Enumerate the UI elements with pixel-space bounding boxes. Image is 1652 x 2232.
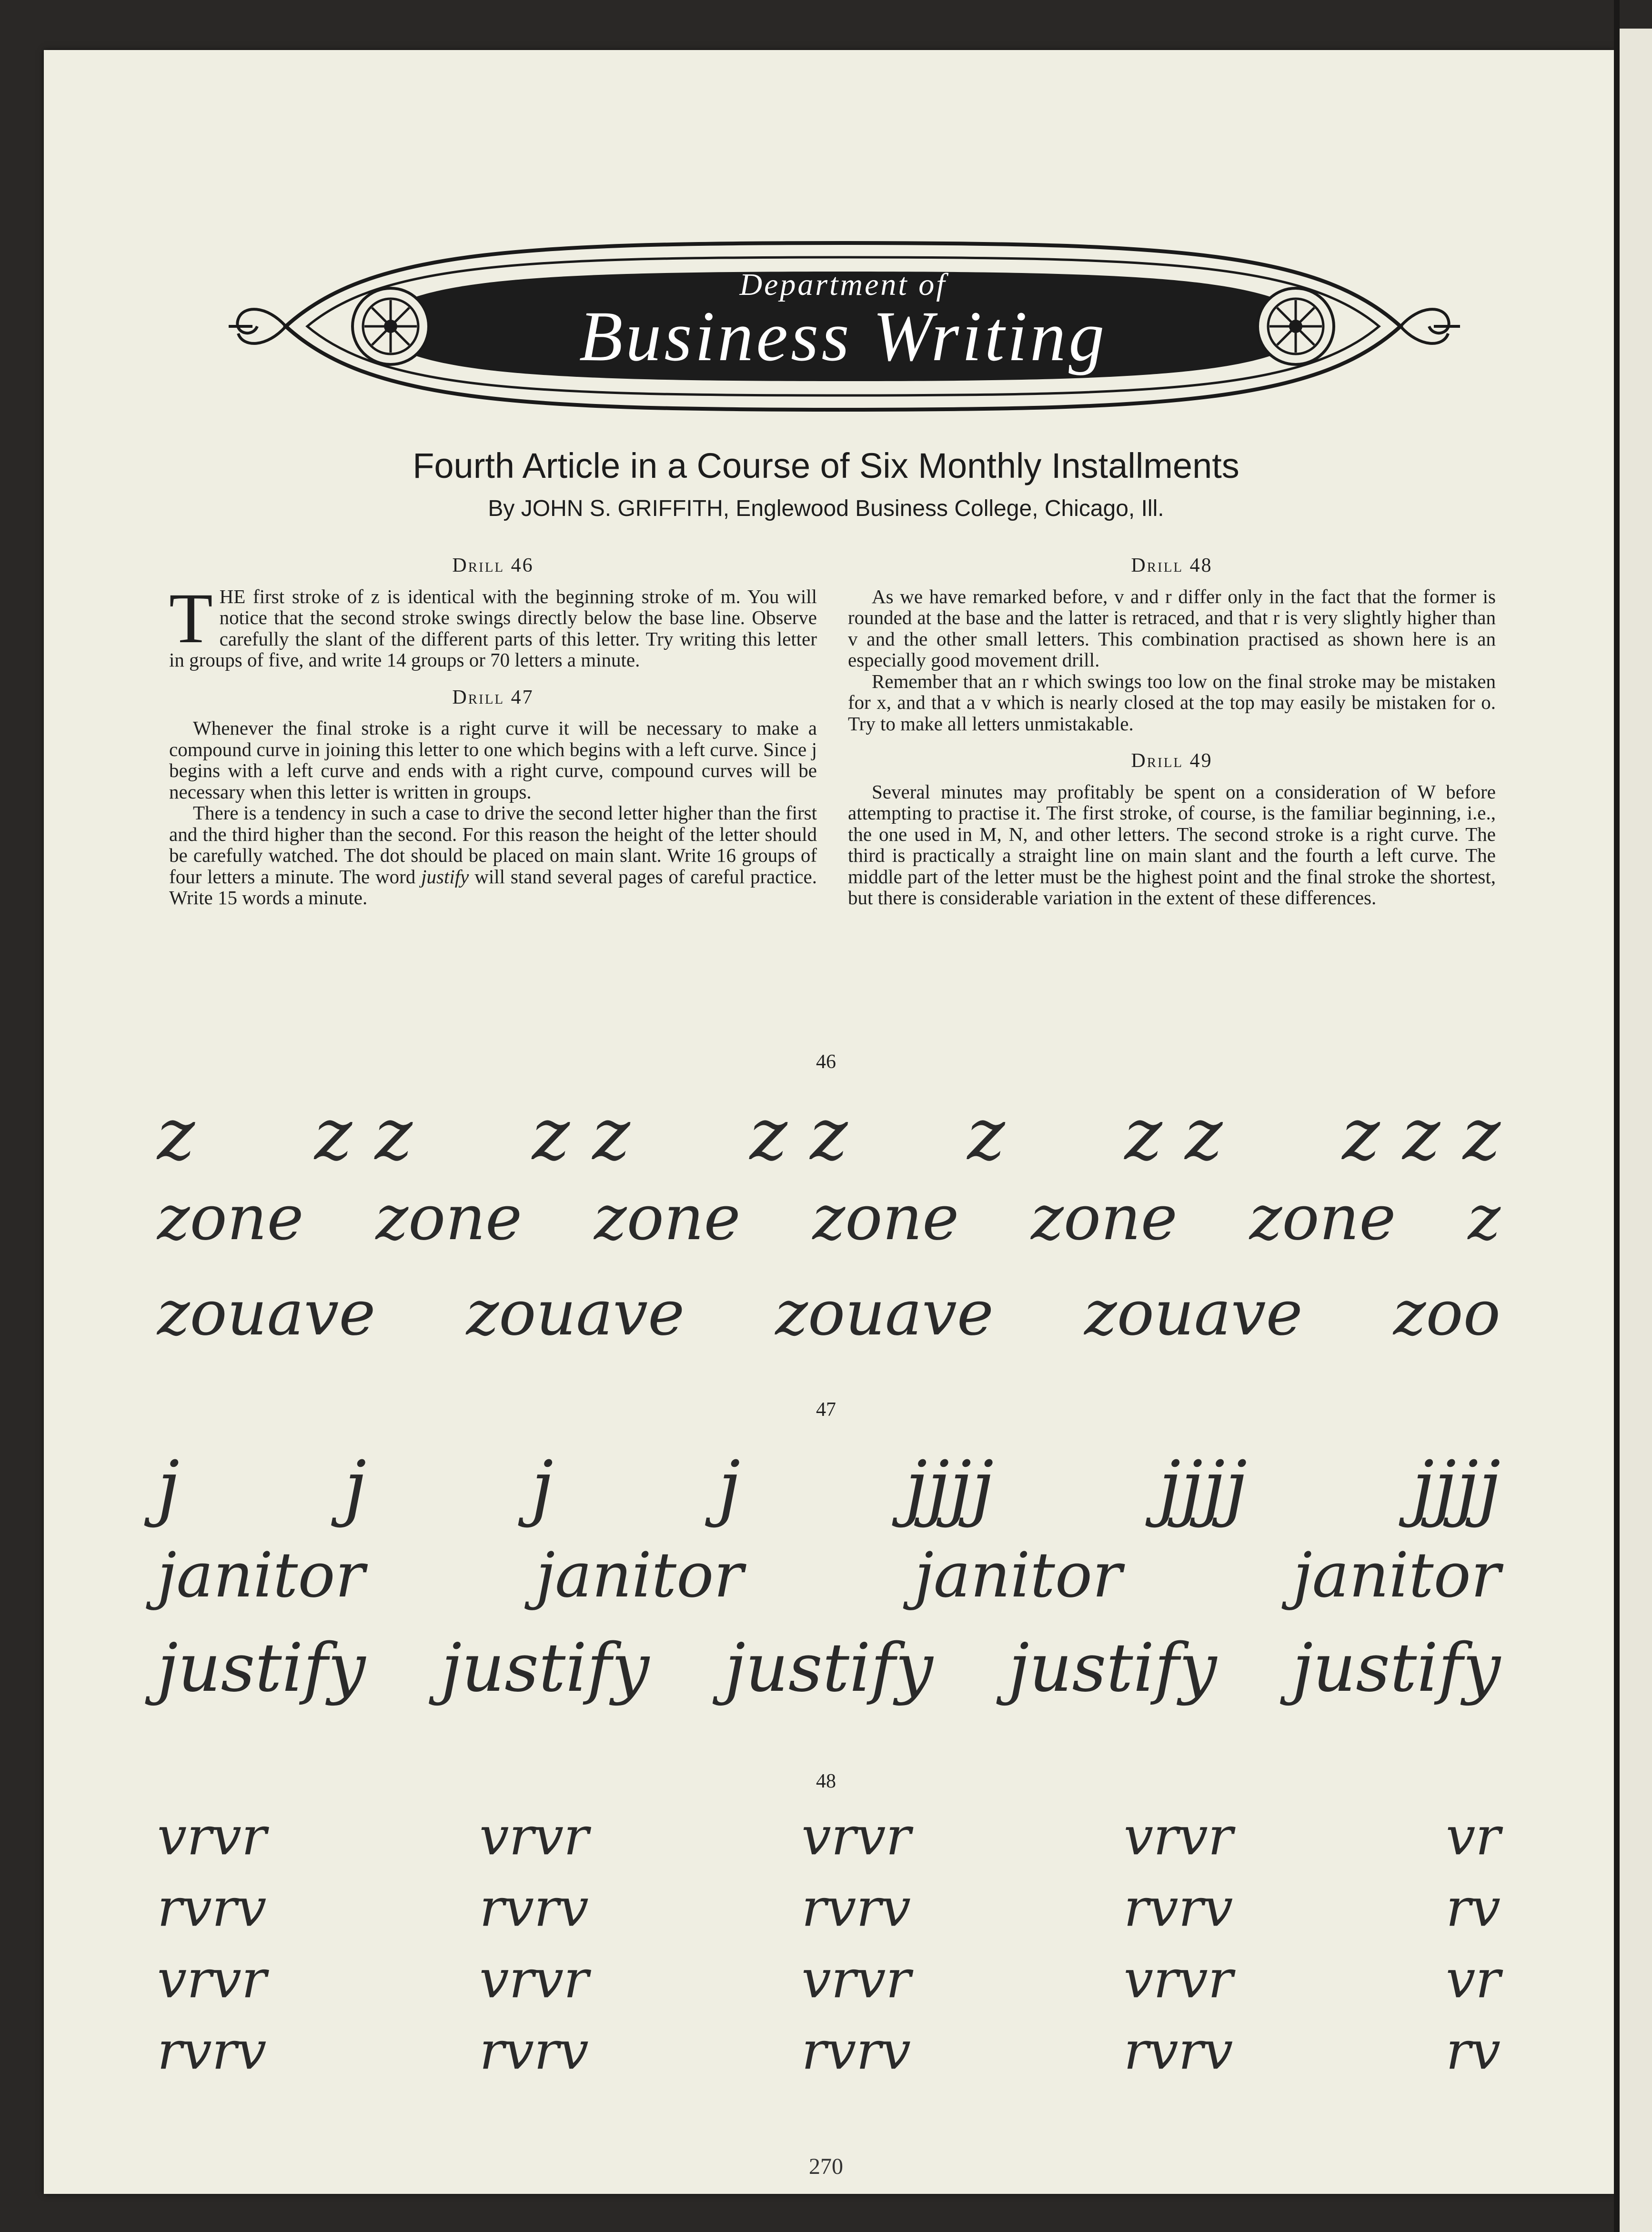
script-word: jjjj: [905, 1446, 994, 1529]
drill-49-paragraph: Several minutes may profitably be spent on a consideration of W before attempting to practise it. The first stroke, of course, is the familiar beginning, i.e., the one used in M, N, and other letters. The second stroke is a right curve. The third is practically a straight line on main slant and the fourth a left curve. The middle part of the letter must be the highest point and the final stroke the shortest, but there is considerable variation in the extent of these differences.: [848, 780, 1496, 909]
page-number: 270: [809, 2154, 843, 2179]
script-word: zouave: [775, 1277, 994, 1349]
drill-49-title: Drill 49: [1131, 750, 1213, 772]
script-word: zone: [157, 1182, 304, 1254]
left-column: [169, 555, 817, 909]
drill-47-paragraph-2: There is a tendency in such a case to drive the second letter higher than the first and the third higher than the second. For this reason the height of the letter should be carefully watched. The dot should be placed on main slant. Write 16 groups of four letters a minute. The word justify will stand several pages of careful practice. Write 15 words a minute.: [169, 802, 817, 909]
script-word: vrvr: [157, 1806, 267, 1867]
script-word: rvrv: [801, 1877, 911, 1938]
script-word: justify: [1292, 1629, 1501, 1707]
script-word: zone: [1249, 1182, 1396, 1254]
drill-48-paragraph-1: As we have remarked before, v and r differ only in the fact that the former is rounded at the base and the latter is retraced, and that r is very slightly higher than v and the other small letters. This combination practised as shown here is an especially good movement drill.: [848, 585, 1496, 671]
script-word: justify: [725, 1629, 933, 1707]
script-word: zouave: [157, 1277, 376, 1349]
right-column: [848, 555, 1496, 909]
script-word: justify: [441, 1629, 650, 1707]
plate-48-row-1: [157, 1806, 1501, 1867]
script-word: vr: [1446, 1949, 1501, 2010]
plate-48-row-3: [157, 1949, 1501, 2010]
script-word: z z: [1124, 1093, 1223, 1176]
drill-48-title: Drill 48: [1131, 555, 1213, 576]
script-word: rvrv: [479, 1877, 589, 1938]
script-word: janitor: [157, 1539, 365, 1611]
plate-48-row-2: [157, 1877, 1501, 1938]
script-word: zouave: [466, 1277, 685, 1349]
plate-47-row-1: [157, 1446, 1501, 1529]
script-word: z z z: [1342, 1093, 1501, 1176]
script-word: z: [967, 1093, 1005, 1176]
script-word: janitor: [1293, 1539, 1501, 1611]
drill-47-paragraph-1: Whenever the final stroke is a right curve it will be necessary to make a compound curve in joining this letter to one which begins with a left curve. Since j begins with a left curve and ends with a right curve, compound curves will be necessary when this letter is written in groups.: [169, 717, 817, 803]
script-word: rvrv: [157, 2020, 267, 2081]
drill-46-title: Drill 46: [452, 555, 534, 576]
script-word: rvrv: [479, 2020, 589, 2081]
plate-46-row-1: [157, 1093, 1501, 1176]
plate-47-row-2: [157, 1539, 1501, 1611]
script-word: zone: [1031, 1182, 1178, 1254]
plate-46-label: 46: [816, 1051, 836, 1073]
script-word: vrvr: [479, 1949, 589, 2010]
script-word: zone: [812, 1182, 959, 1254]
script-word: vrvr: [1123, 1806, 1233, 1867]
banner-line-2: Business Writing: [579, 297, 1108, 376]
drill-47-title: Drill 47: [452, 686, 534, 708]
script-word: z z: [749, 1093, 848, 1176]
next-page-edge: [1620, 29, 1652, 2232]
script-word: jjjj: [1158, 1446, 1247, 1529]
script-word: j: [157, 1446, 180, 1529]
banner-line-1: Department of: [739, 267, 947, 302]
article-byline: By JOHN S. GRIFFITH, Englewood Business College, Chicago, Ill.: [488, 496, 1164, 521]
binding-gutter: [1614, 0, 1620, 2232]
article-heading: Fourth Article in a Course of Six Monthly Installments: [413, 446, 1239, 485]
department-banner: [224, 224, 1462, 429]
plate-47-label: 47: [816, 1399, 836, 1421]
drill-46-paragraph: [169, 578, 817, 671]
plate-47-row-3: [157, 1629, 1501, 1707]
script-word: janitor: [535, 1539, 744, 1611]
script-word: jjjj: [1411, 1446, 1501, 1529]
script-word: zouave: [1084, 1277, 1303, 1349]
script-word: rvrv: [1123, 1877, 1233, 1938]
drill-48-paragraph-2: Remember that an r which swings too low on the final stroke may be mistaken for x, and that a v which is nearly closed at the top may easily be mistaken for o. Try to make all letters unmistakable.: [848, 670, 1496, 735]
plate-46-row-3: [157, 1277, 1501, 1349]
script-word: janitor: [914, 1539, 1122, 1611]
script-word: z: [1468, 1182, 1501, 1254]
script-word: justify: [1008, 1629, 1217, 1707]
justify-word: justify: [421, 865, 469, 888]
script-word: rv: [1446, 1877, 1501, 1938]
script-word: vrvr: [801, 1806, 911, 1867]
script-word: zoo: [1393, 1277, 1501, 1349]
script-word: vrvr: [157, 1949, 267, 2010]
script-word: vrvr: [801, 1949, 911, 2010]
script-word: z: [157, 1093, 195, 1176]
script-word: rvrv: [801, 2020, 911, 2081]
script-word: z z: [314, 1093, 413, 1176]
plate-48-row-4: [157, 2020, 1501, 2081]
script-word: vr: [1446, 1806, 1501, 1867]
plate-48-label: 48: [816, 1770, 836, 1792]
script-word: rvrv: [157, 1877, 267, 1938]
script-word: rv: [1446, 2020, 1501, 2081]
script-word: rvrv: [1123, 2020, 1233, 2081]
script-word: justify: [157, 1629, 366, 1707]
drill-46-text: HE first stroke of z is identical with the beginning stroke of m. You will notice that the second stroke swings directly below the base line. Observe carefully the slant of the different parts of this letter. Try writing this letter in groups of five, and write 14 groups or 70 letters a minute.: [169, 585, 817, 671]
drop-cap: T: [169, 578, 213, 658]
script-word: zone: [375, 1182, 522, 1254]
script-word: j: [718, 1446, 740, 1529]
script-word: j: [344, 1446, 366, 1529]
script-word: j: [531, 1446, 554, 1529]
script-word: zone: [594, 1182, 741, 1254]
script-word: vrvr: [479, 1806, 589, 1867]
plate-46-row-2: [157, 1182, 1501, 1254]
script-word: z z: [532, 1093, 630, 1176]
script-word: vrvr: [1123, 1949, 1233, 2010]
